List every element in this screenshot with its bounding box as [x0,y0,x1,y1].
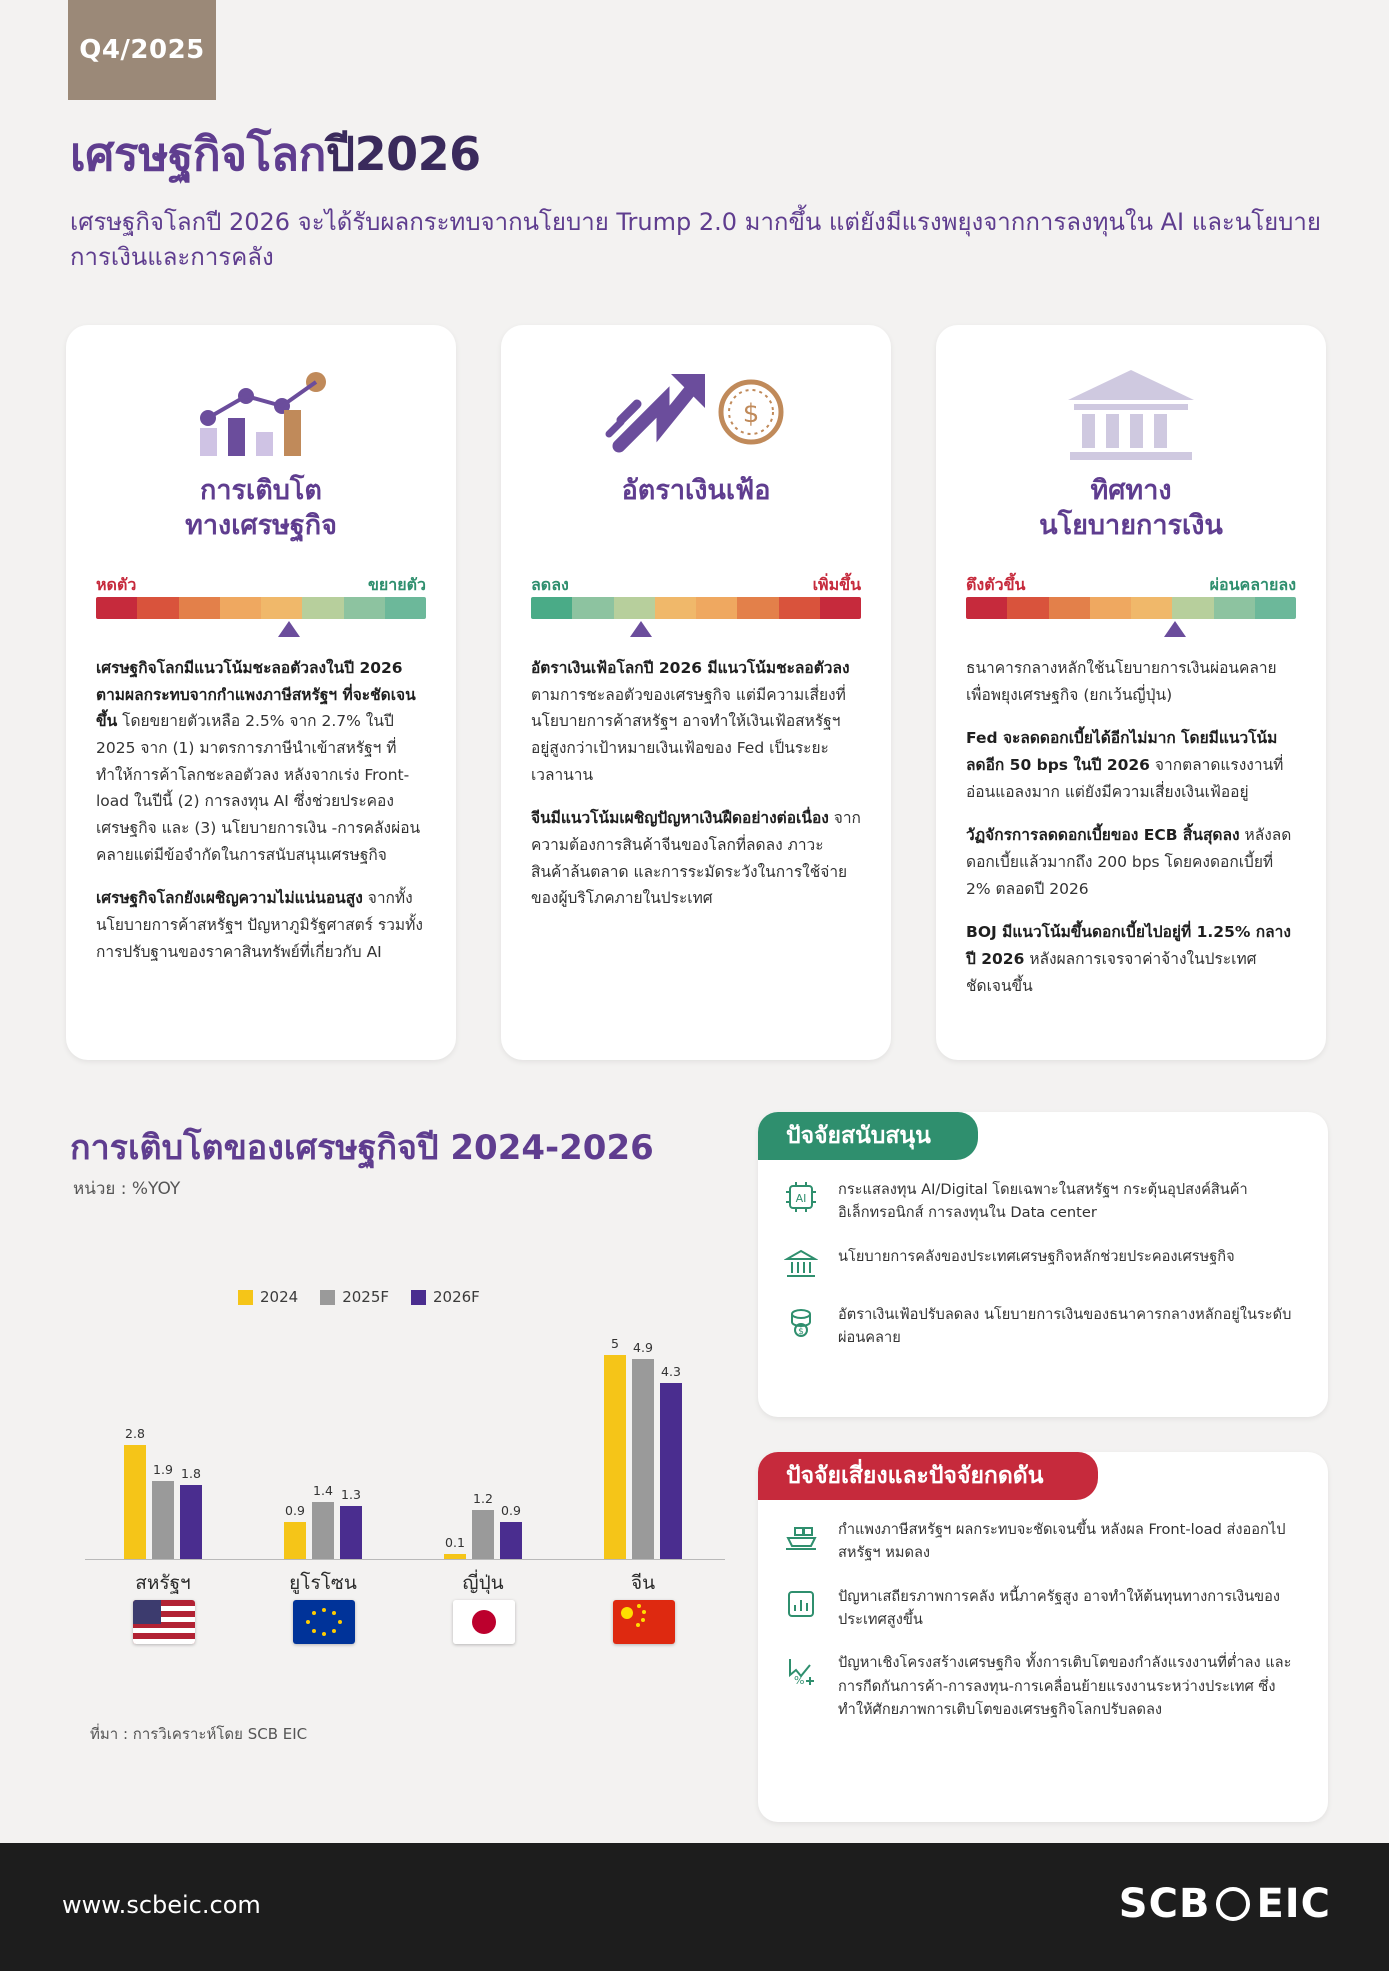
paragraph-rest: จากความต้องการสินค้าจีนของโลกที่ลดลง ภาวะสินค้าล้นตลาด และการระมัดระวังในการใช้จ่ายของผู้บริโภคภายในประเทศ [531,809,861,908]
bar-value-label: 1.9 [153,1462,173,1477]
x-label-eurozone: ยูโรโซน [289,1572,357,1594]
paragraph-rest: หลังผลการเจรจาค่าจ้างในประเทศชัดเจนขึ้น [966,949,1257,995]
bar-2026-us [180,1466,202,1559]
risk-items [780,1518,1304,1741]
coins-icon [780,1303,822,1341]
chart-axis [85,1559,725,1560]
bar-value-label: 4.3 [661,1364,681,1379]
logo-text-eic: EIC [1256,1881,1331,1927]
gauge-bar-3 [966,597,1296,619]
logo-text-scb: SCB [1118,1881,1211,1927]
bar-group-japan [423,1330,543,1559]
gauge-labels-3 [966,573,1296,598]
bar-value-label: 0.9 [285,1503,305,1518]
x-label-china: จีน [630,1572,656,1594]
legend-swatch [238,1290,253,1305]
country-flags [85,1600,725,1660]
bar-value-label: 1.8 [181,1466,201,1481]
support-factors-panel [758,1112,1328,1417]
bar-2025-china [632,1340,654,1559]
bar-value-label: 0.1 [445,1535,465,1550]
page-title-part1: เศรษฐกิจโลก [70,127,326,181]
card-title-line2: ทางเศรษฐกิจ [185,510,337,542]
bar-2025-japan [472,1491,494,1559]
flag-china-icon [613,1600,675,1644]
card-body-inflation [531,655,861,929]
bar-2026-japan [500,1503,522,1559]
card-body-economic-growth [96,655,426,982]
legend-label: 2025F [342,1288,389,1306]
paragraph-bold: วัฏจักรการลดดอกเบี้ยของ ECB สิ้นสุดลง [966,826,1240,845]
gauge-indicator-1 [278,621,300,637]
paragraph [966,655,1296,708]
paragraph-bold: อัตราเงินเฟ้อโลกปี 2026 มีแนวโน้มชะลอตัวลง [531,659,850,677]
paragraph [531,655,861,788]
legend-swatch [411,1290,426,1305]
svg-text:AI: AI [795,1192,807,1205]
declining-growth-icon [780,1651,822,1689]
bank-icon [780,1245,822,1283]
svg-text:$: $ [742,399,760,429]
legend-item-2024 [238,1288,298,1306]
page-footer [0,1843,1389,1971]
paragraph-rest: จากทั้งนโยบายการค้าสหรัฐฯ ปัญหาภูมิรัฐศาสตร์ รวมทั้งการปรับฐานของราคาสินทรัพย์ที่เกี่ยวกับ AI [96,889,423,961]
legend-label: 2024 [260,1288,299,1306]
x-label-us: สหรัฐฯ [135,1572,191,1594]
central-bank-building-icon [936,357,1326,467]
gauge-label-left-1: หดตัว [96,575,137,594]
list-item [780,1651,1304,1721]
gauge-label-right-3: ผ่อนคลายลง [1209,575,1296,594]
gauge-label-left-2: ลดลง [531,575,569,594]
card-title-line2: นโยบายการเงิน [1039,510,1223,542]
list-item [780,1303,1304,1350]
chart-legend [238,1288,480,1306]
gauge-label-right-1: ขยายตัว [367,575,426,594]
logo-ring-icon [1216,1887,1250,1921]
list-item [780,1178,1304,1225]
gauge-labels-2 [531,573,861,598]
bar-2024-us [124,1426,146,1559]
gauge-indicator-3 [1164,621,1186,637]
card-title-economic-growth [66,473,456,543]
paragraph-rest: หลังลดดอกเบี้ยแล้วมากถึง 200 bps โดยคงดอกเบี้ยที่ 2% ตลอดปี 2026 [966,826,1292,898]
bar-value-label: 0.9 [501,1503,521,1518]
legend-label: 2026F [433,1288,480,1306]
chart-title: การเติบโตของเศรษฐกิจปี 2024-2026 [70,1128,654,1168]
paragraph-bold: จีนมีแนวโน้มเผชิญปัญหาเงินฝืดอย่างต่อเนื่อง [531,809,829,828]
list-item-text: นโยบายการคลังของประเทศเศรษฐกิจหลักช่วยประคองเศรษฐกิจ [838,1247,1235,1265]
gauge-labels-1 [96,573,426,598]
gauge-bar-2 [531,597,861,619]
paragraph [96,885,426,965]
card-body-monetary-policy [966,655,1296,1016]
legend-item-2025F [320,1288,389,1306]
chart-x-labels [85,1568,725,1598]
bar-2026-china [660,1364,682,1559]
paragraph [966,822,1296,902]
bar-value-label: 2.8 [125,1426,145,1441]
paragraph-rest: จากตลาดแรงงานที่อ่อนแอลงมาก แต่ยังมีความเสี่ยงเงินเฟ้ออยู่ [966,755,1284,801]
bar-2024-eurozone [284,1503,306,1559]
paragraph [96,655,426,868]
footer-website-link[interactable]: www.scbeic.com [62,1891,261,1919]
bar-2025-us [152,1462,174,1559]
bar-value-label: 1.3 [341,1487,361,1502]
risk-factors-panel [758,1452,1328,1822]
paragraph [531,805,861,912]
support-items [780,1178,1304,1369]
risk-panel-heading: ปัจจัยเสี่ยงและปัจจัยกดดัน [758,1452,1098,1500]
bar-2025-eurozone [312,1483,334,1559]
fiscal-chart-icon [780,1585,822,1623]
bar-chart-trend-icon [66,357,456,467]
bar-group-china [583,1330,703,1559]
list-item-text: กระแสลงทุน AI/Digital โดยเฉพาะในสหรัฐฯ กระตุ้นอุปสงค์สินค้าอิเล็กทรอนิกส์ การลงทุนใน Data center [838,1181,1248,1222]
paragraph [966,725,1296,805]
page-subtitle: เศรษฐกิจโลกปี 2026 จะได้รับผลกระทบจากนโยบาย Trump 2.0 มากขึ้น แต่ยังมีแรงพยุงจากการลงทุนใน AI และนโยบายการเงินและการคลัง [70,208,1321,271]
chart-source: ที่มา : การวิเคราะห์โดย SCB EIC [90,1725,308,1743]
paragraph-bold: Fed จะลดดอกเบี้ยได้อีกไม่มาก โดยมีแนวโน้มลดอีก 50 bps ในปี 2026 [966,729,1278,774]
card-inflation [501,325,891,1060]
card-monetary-policy [936,325,1326,1060]
paragraph-bold: เศรษฐกิจโลกมีแนวโน้มชะลอตัวลงในปี 2026 ตามผลกระทบจากกำแพงภาษีสหรัฐฯ ที่จะชัดเจนขึ้น [96,659,416,731]
gauge-label-left-3: ตึงตัวขึ้น [966,575,1026,594]
gauge-indicator-2 [630,621,652,637]
legend-item-2026F [411,1288,480,1306]
card-title-line1: การเติบโต [200,475,322,506]
chart-unit-label: หน่วย : %YOY [73,1179,181,1199]
bar-group-eurozone [263,1330,383,1559]
flag-japan-icon [453,1600,515,1644]
bar-value-label: 1.2 [473,1491,493,1506]
bar-group-us [103,1330,223,1559]
bar-2024-china [604,1336,626,1559]
list-item [780,1585,1304,1632]
inflation-arrow-coin-icon [501,357,891,467]
scb-eic-logo [1119,1881,1331,1927]
growth-bar-chart [85,1330,725,1560]
card-title-inflation [501,473,891,508]
paragraph-rest: ธนาคารกลางหลักใช้นโยบายการเงินผ่อนคลายเพื่อพยุงเศรษฐกิจ (ยกเว้นญี่ปุ่น) [966,659,1277,704]
bar-2026-eurozone [340,1487,362,1559]
bar-value-label: 5 [611,1336,619,1351]
paragraph [966,919,1296,999]
list-item [780,1245,1304,1283]
paragraph-bold: BOJ มีแนวโน้มขึ้นดอกเบี้ยไปอยู่ที่ 1.25% กลางปี 2026 [966,923,1291,968]
flag-us-icon [133,1600,195,1644]
legend-swatch [320,1290,335,1305]
svg-text:%: % [794,1674,805,1688]
list-item-text: อัตราเงินเฟ้อปรับลดลง นโยบายการเงินของธนาคารกลางหลักอยู่ในระดับผ่อนคลาย [838,1305,1292,1347]
paragraph-bold: เศรษฐกิจโลกยังเผชิญความไม่แน่นอนสูง [96,889,363,908]
list-item-text: ปัญหาเชิงโครงสร้างเศรษฐกิจ ทั้งการเติบโตของกำลังแรงงานที่ต่ำลง และการกีดกันการค้า-การลงทุน-การเคลื่อนย้ายแรงงานระหว่างประเทศ ซึ่งทำให้ศักยภาพการเติบโตของเศรษฐกิจโลกปรับลดลง [838,1654,1292,1719]
ai-chip-icon [780,1178,822,1216]
gauge-label-right-2: เพิ่มขึ้น [812,575,861,594]
cargo-ship-icon [780,1518,822,1556]
card-economic-growth [66,325,456,1060]
page-title [70,118,481,191]
bar-value-label: 4.9 [633,1340,653,1355]
gauge-bar-1 [96,597,426,619]
x-label-japan: ญี่ปุ่น [462,1572,504,1594]
bar-value-label: 1.4 [313,1483,333,1498]
support-panel-heading: ปัจจัยสนับสนุน [758,1112,978,1160]
list-item [780,1518,1304,1565]
paragraph-rest: ตามการชะลอตัวของเศรษฐกิจ แต่มีความเสี่ยงที่นโยบายการค้าสหรัฐฯ อาจทำให้เงินเฟ้อสหรัฐฯ อยู่สูงกว่าเป้าหมายเงินเฟ้อของ Fed เป็นระยะเวลานาน [531,685,846,784]
flag-eu-icon [293,1600,355,1644]
list-item-text: กำแพงภาษีสหรัฐฯ ผลกระทบจะชัดเจนขึ้น หลังผล Front-load ส่งออกไปสหรัฐฯ หมดลง [838,1521,1286,1562]
page-title-part2: ปี2026 [325,127,481,181]
paragraph-rest: โดยขยายตัวเหลือ 2.5% จาก 2.7% ในปี 2025 จาก (1) มาตรการภาษีนำเข้าสหรัฐฯ ที่ทำให้การค้าโลกชะลอตัวลง หลังจากเร่ง Front-load ในปีนี้ (2) การลงทุน AI ซึ่งช่วยประคองเศรษฐกิจ และ (3) นโยบายการเงิน -การคลังผ่อนคลายแต่มีข้อจำกัดในการสนับสนุนเศรษฐกิจ [96,712,421,864]
summary-cards [66,325,1326,1060]
card-title-line1: อัตราเงินเฟ้อ [621,475,771,506]
svg-text:$: $ [798,1326,804,1337]
bar-2024-japan [444,1535,466,1559]
list-item-text: ปัญหาเสถียรภาพการคลัง หนี้ภาครัฐสูง อาจทำให้ต้นทุนทางการเงินของประเทศสูงขึ้น [838,1587,1281,1629]
card-title-line1: ทิศทาง [1090,475,1172,506]
card-title-monetary-policy [936,473,1326,543]
quarter-badge: Q4/2025 [68,0,216,100]
